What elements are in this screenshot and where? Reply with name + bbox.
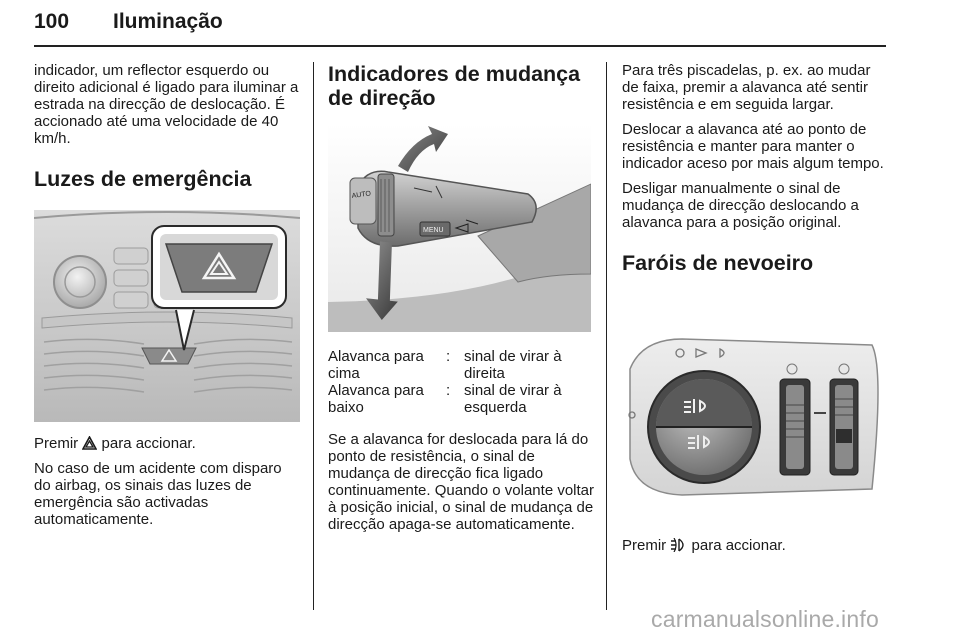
column-2 bbox=[328, 62, 594, 110]
turn-signal-body: Se a alavanca for deslocada para lá do ponto de resistência, o sinal de mudança de direcção fica ligado continuamente. Quando o volante voltar à posição inicial, o sinal de mudança de direcção apaga-se automaticamente. bbox=[328, 431, 595, 533]
hold-paragraph: Deslocar a alavanca até ao ponto de resistência e manter para manter o indicador aceso por mais algum tempo. bbox=[622, 121, 884, 172]
fog-light-switch-figure bbox=[622, 309, 885, 523]
definition-term: Alavanca para cima bbox=[328, 348, 424, 382]
press-suffix: para accionar. bbox=[691, 537, 786, 554]
menu-label: MENU bbox=[423, 227, 444, 234]
cancel-paragraph: Desligar manualmente o sinal de mudança de direcção deslocando a alavanca para a posição original. bbox=[622, 180, 859, 231]
column-divider-2 bbox=[606, 62, 607, 610]
auto-label: AUTO bbox=[351, 190, 372, 200]
definition-separator: : bbox=[446, 348, 451, 365]
page-header-number: 100 bbox=[34, 10, 70, 33]
definition-description: sinal de virar à esquerda bbox=[464, 382, 562, 416]
watermark: carmanualsonline.info bbox=[651, 606, 879, 632]
definition-term: Alavanca para baixo bbox=[328, 382, 424, 416]
three-flash-paragraph: Para três piscadelas, p. ex. ao mudar de faixa, premir a alavanca até sentir resistência e em seguida largar. bbox=[622, 62, 871, 113]
definition-row bbox=[328, 348, 598, 382]
press-label: Premir bbox=[34, 435, 79, 452]
column-3 bbox=[622, 62, 888, 275]
definition-row bbox=[328, 382, 598, 416]
hazard-press-instruction bbox=[34, 435, 300, 454]
fog-press-instruction bbox=[622, 537, 888, 556]
press-label: Premir bbox=[622, 537, 667, 554]
column-1 bbox=[34, 62, 300, 201]
hazard-icon bbox=[82, 436, 97, 454]
hazard-lights-heading: Luzes de emergência bbox=[34, 167, 252, 191]
fog-lights-heading: Faróis de nevoeiro bbox=[622, 251, 814, 275]
column-1-lower bbox=[34, 435, 300, 536]
turn-signal-lever-figure bbox=[328, 124, 591, 332]
column-2-lower bbox=[328, 431, 594, 541]
turn-signals-heading: Indicadores de mudança de direção bbox=[328, 62, 581, 110]
column-3-lower bbox=[622, 537, 888, 564]
header-rule bbox=[34, 45, 886, 47]
column-divider-1 bbox=[313, 62, 314, 610]
turn-signal-definitions bbox=[328, 348, 598, 416]
definition-separator: : bbox=[446, 382, 451, 399]
definition-description: sinal de virar à direita bbox=[464, 348, 562, 382]
intro-paragraph: indicador, um reflector esquerdo ou direito adicional é ligado para iluminar a estrada na direcção de deslocação. É accionado até uma velocidade de 40 km/h. bbox=[34, 62, 299, 147]
front-fog-light-icon bbox=[670, 538, 687, 556]
hazard-switch-figure bbox=[34, 210, 300, 422]
press-suffix: para accionar. bbox=[101, 435, 196, 452]
airbag-paragraph: No caso de um acidente com disparo do airbag, os sinais das luzes de emergência são activadas automaticamente. bbox=[34, 460, 282, 528]
page-header-title: Iluminação bbox=[113, 10, 223, 33]
